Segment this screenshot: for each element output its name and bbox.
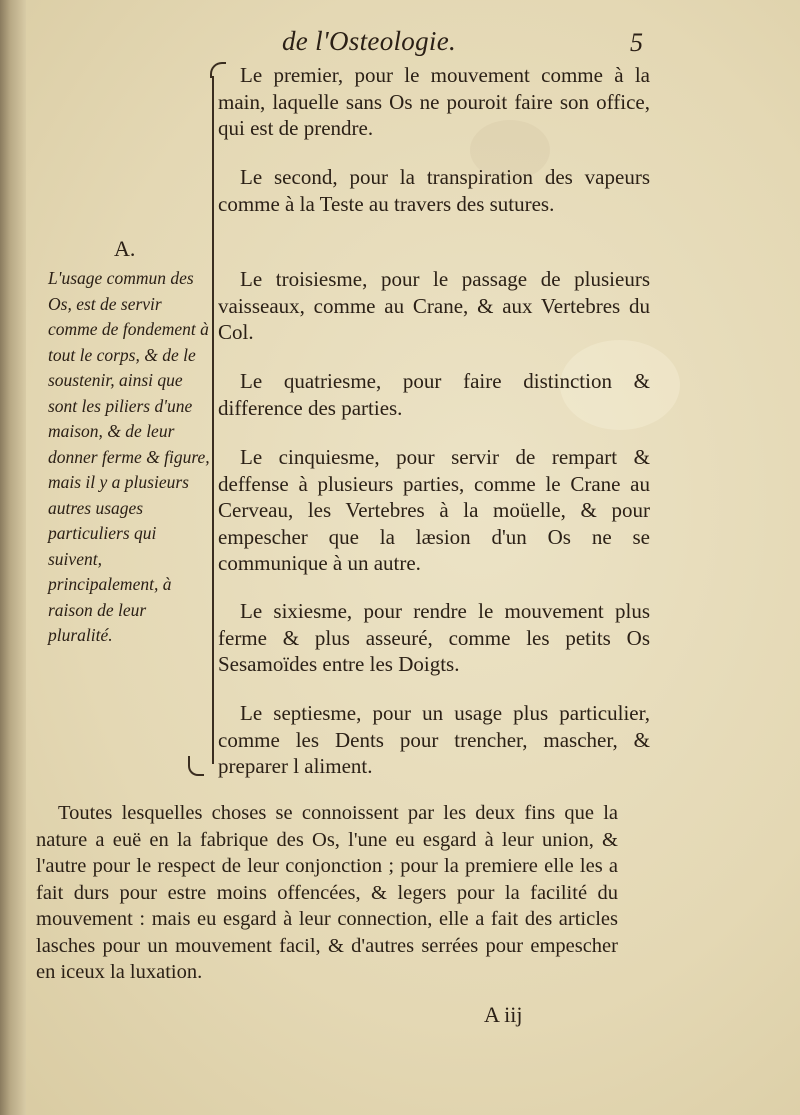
sidenote-text: L'usage commun des Os, est de servir comme de fondement à tout le corps, & de le soustenir, ainsi que sont les piliers d'une maison, & de leur donner ferme & figure, mais il y a plusieurs autres usages particuliers qui suivent, principalement, à raison de leur pluralité.	[48, 268, 210, 645]
brace-line	[212, 76, 214, 764]
brace-bottom	[188, 756, 204, 776]
summary-paragraph: Toutes lesquelles choses se connoissent par les deux fins que la nature a euë en la fabrique des Os, l'une eu esgard à leur union, & l'autre pour le respect de leur conjonction ; pour la premiere elle les a fait durs pour estre moins offencées, & legers pour la facilité du mouvement : mais eu esgard à leur connection, elle a fait des articles lasches pour un mouvement facil, & d'autres serrées pour empescher en iceux la luxation.	[36, 802, 618, 983]
usage-item-4: Le quatriesme, pour faire distinction & difference des parties.	[218, 369, 650, 420]
usage-item-7: Le septiesme, pour un usage plus particulier, comme les Dents pour trencher, mascher, & preparer l aliment.	[218, 701, 650, 778]
page-number: 5	[630, 28, 643, 57]
running-title: de l'Osteologie.	[282, 26, 457, 56]
usage-item-3: Le troisiesme, pour le passage de plusieurs vaisseaux, comme au Crane, & aux Vertebres du Col.	[218, 267, 650, 344]
usage-item-1: Le premier, pour le mouvement comme à la main, laquelle sans Os ne pouroit faire son office, qui est de prendre.	[218, 63, 650, 140]
usage-item-5: Le cinquiesme, pour servir de rempart & deffense à plusieurs parties, comme le Crane au Cerveau, les Vertebres à la moüelle, & pour empescher que la læsion d'un Os ne se communique à un autre.	[218, 445, 650, 575]
page-header	[0, 22, 800, 62]
usage-item-2: Le second, pour la transpiration des vapeurs comme à la Teste au travers des sutures.	[218, 165, 650, 216]
binding-gutter	[0, 0, 26, 1115]
sidenote-label: A.	[114, 236, 136, 261]
signature-mark: A iij	[484, 1002, 523, 1027]
usage-item-6: Le sixiesme, pour rendre le mouvement plus ferme & plus asseuré, comme les petits Os Sesamoïdes entre les Doigts.	[218, 599, 650, 676]
